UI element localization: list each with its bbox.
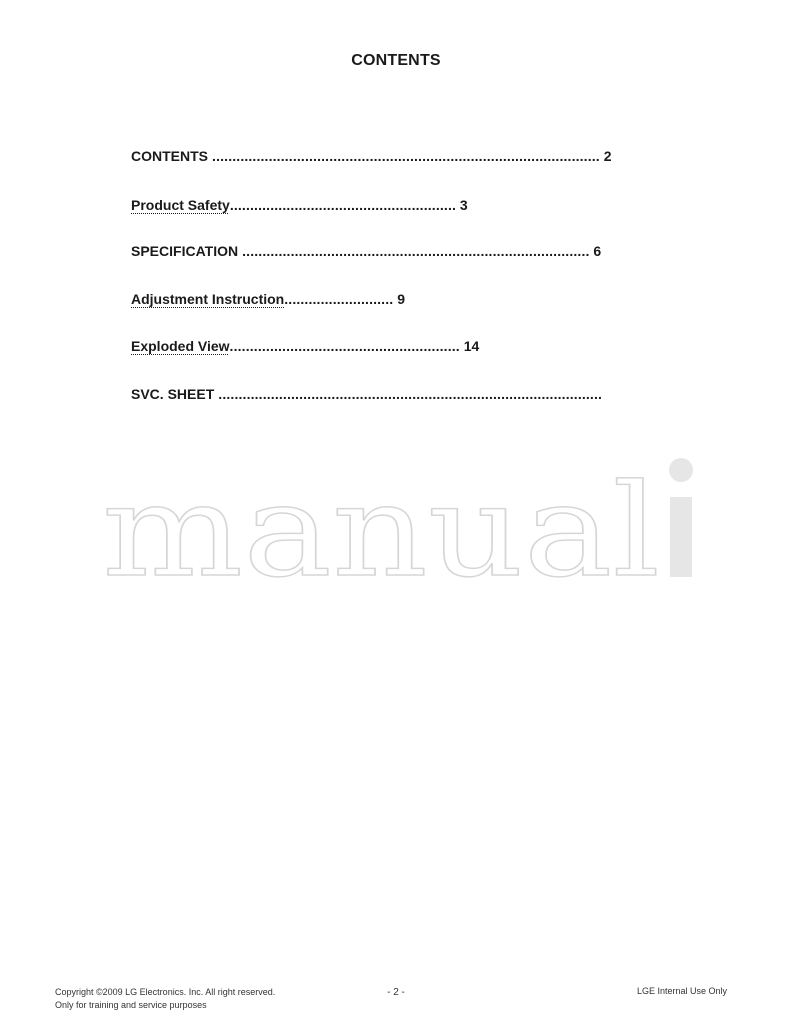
toc-entry-page: 6	[589, 243, 602, 259]
toc-entry-contents[interactable]	[131, 147, 612, 165]
toc-entry-label: SVC. SHEET	[131, 386, 215, 402]
watermark-i-stem	[670, 497, 692, 577]
toc-entry-page: 14	[459, 338, 480, 354]
toc-entry-leader: ................................................................................................	[208, 148, 600, 164]
toc-entry-link[interactable]: Exploded View	[131, 338, 230, 354]
toc-entry-leader: ...............................................................................................	[214, 386, 603, 402]
toc-entry-page: 3	[456, 197, 468, 213]
watermark-logo	[100, 455, 700, 585]
toc-entry-link[interactable]: Product Safety	[131, 197, 230, 213]
toc-entry-leader: .........................................................	[229, 338, 460, 354]
footer-copyright-block	[55, 986, 275, 1012]
watermark-text: manual	[102, 457, 660, 585]
footer-page-number: - 2 -	[387, 987, 405, 998]
toc-entry-label: SPECIFICATION	[131, 243, 239, 259]
page-title: CONTENTS	[351, 52, 441, 69]
footer-copyright: Copyright ©2009 LG Electronics. Inc. All right reserved.	[55, 987, 276, 997]
watermark-i-dot	[669, 458, 693, 482]
toc-entry-page: 2	[599, 148, 612, 164]
footer-internal-note: LGE Internal Use Only	[636, 986, 727, 996]
toc-entry-product-safety[interactable]	[131, 196, 468, 214]
toc-entry-exploded-view[interactable]	[131, 337, 479, 355]
footer-training-note: Only for training and service purposes	[55, 1000, 207, 1010]
toc-entry-leader: ......................................................................................	[238, 243, 590, 259]
toc-entry-leader: ........................................................	[229, 197, 457, 213]
toc-entry-label: CONTENTS	[131, 148, 208, 164]
toc-entry-specification[interactable]	[131, 242, 601, 260]
toc-entry-svc-sheet[interactable]	[131, 385, 602, 403]
toc-entry-adjustment-instruction[interactable]	[131, 290, 405, 308]
toc-entry-link[interactable]: Adjustment Instruction	[131, 291, 285, 307]
toc-entry-leader: ...........................	[284, 291, 394, 307]
toc-entry-page: 9	[393, 291, 405, 307]
